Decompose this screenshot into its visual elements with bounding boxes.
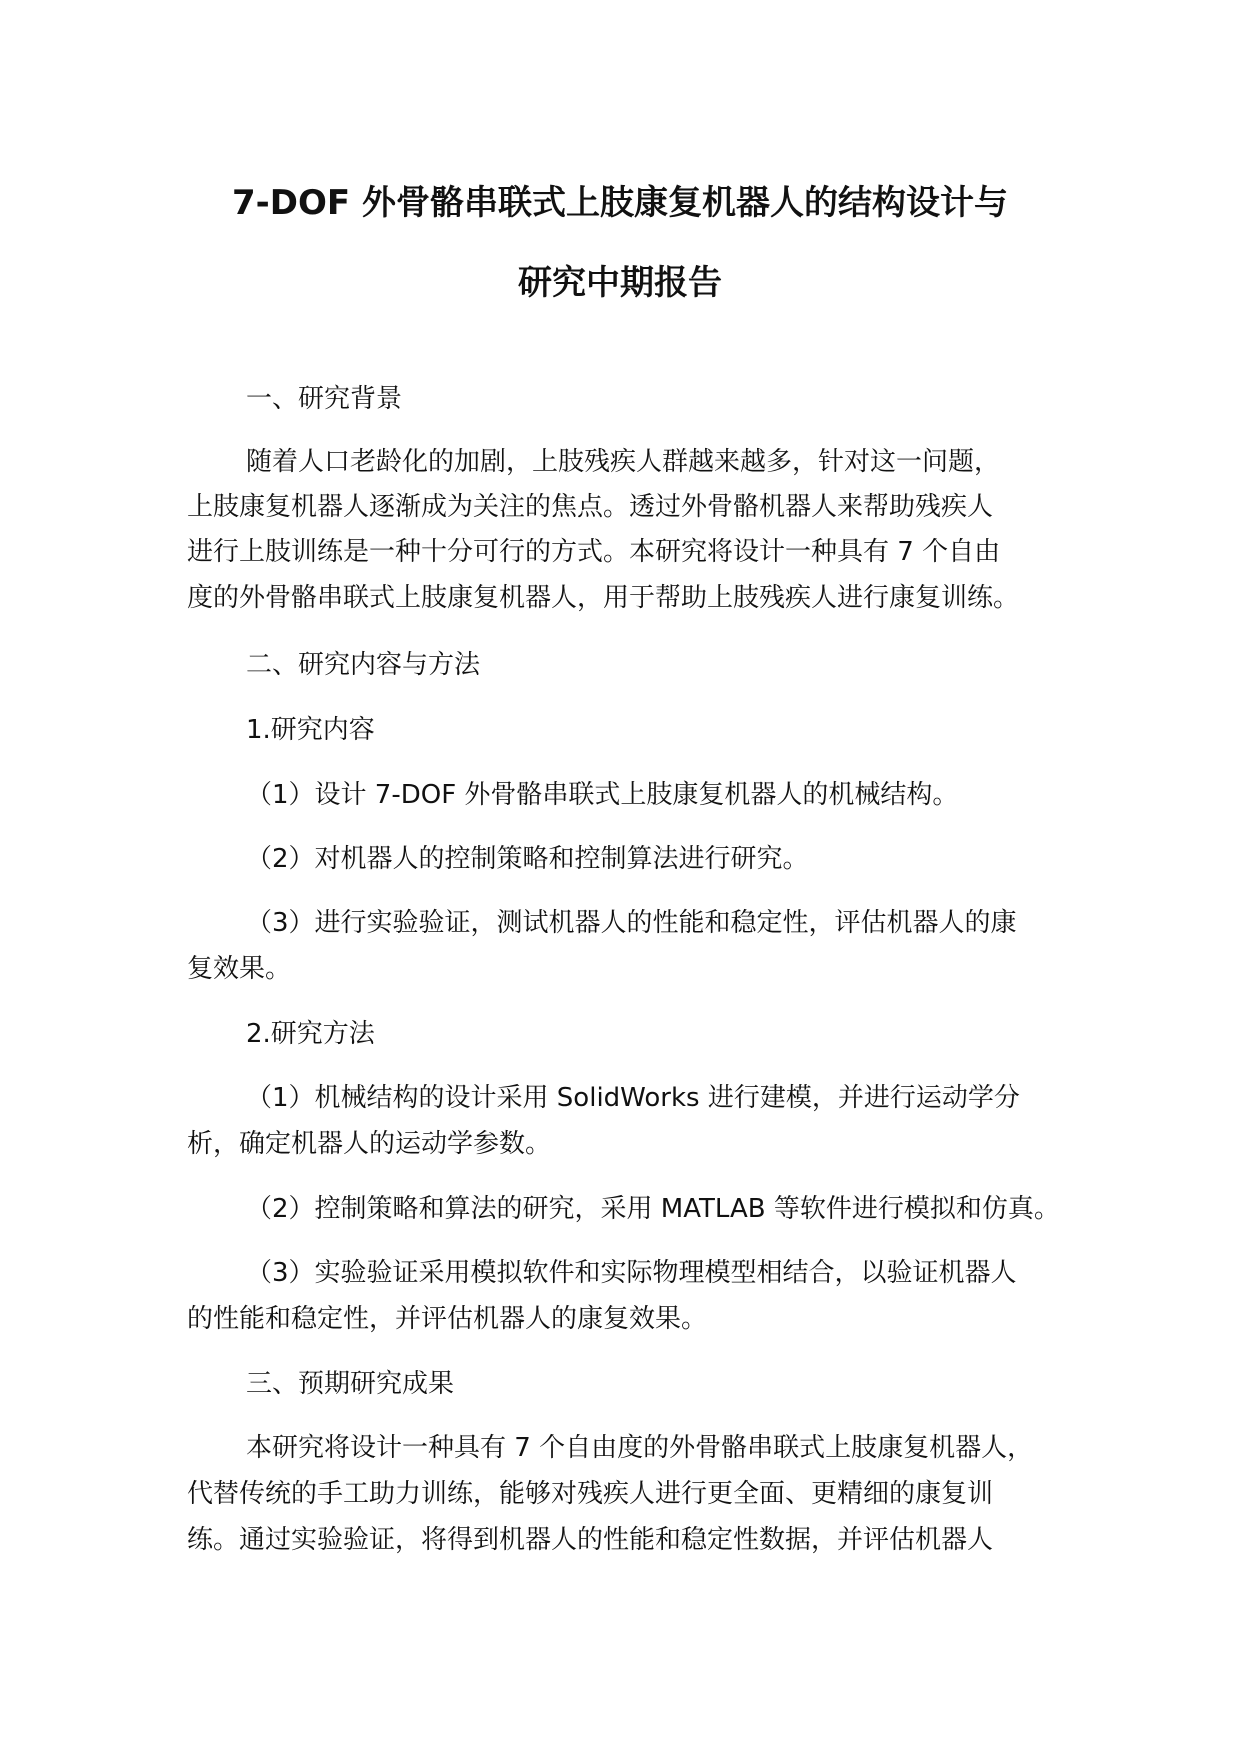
paragraph-line: 析，确定机器人的运动学参数。 bbox=[187, 1129, 552, 1159]
paragraph-line: 进行上肢训练是一种十分可行的方式。本研究将设计一种具有 7 个自由 bbox=[187, 537, 1001, 567]
section-heading-expected-results: 三、预期研究成果 bbox=[246, 1369, 455, 1399]
list-item: （3）进行实验验证，测试机器人的性能和稳定性，评估机器人的康 bbox=[246, 908, 1017, 938]
list-item: （3）实验验证采用模拟软件和实际物理模型相结合，以验证机器人 bbox=[246, 1258, 1017, 1288]
paragraph-line: 代替传统的手工助力训练，能够对残疾人进行更全面、更精细的康复训 bbox=[187, 1479, 994, 1509]
subsection-heading-content: 1.研究内容 bbox=[246, 715, 375, 745]
document-title-line-1: 7-DOF 外骨骼串联式上肢康复机器人的结构设计与 bbox=[232, 183, 1008, 223]
paragraph-line: 的性能和稳定性，并评估机器人的康复效果。 bbox=[187, 1304, 708, 1334]
paragraph-line: 练。通过实验验证，将得到机器人的性能和稳定性数据，并评估机器人 bbox=[187, 1525, 994, 1555]
list-item: （2）对机器人的控制策略和控制算法进行研究。 bbox=[246, 844, 809, 874]
paragraph-line: 度的外骨骼串联式上肢康复机器人，用于帮助上肢残疾人进行康复训练。 bbox=[187, 583, 1020, 613]
list-item: （1）机械结构的设计采用 SolidWorks 进行建模，并进行运动学分 bbox=[246, 1083, 1020, 1113]
paragraph-line: 上肢康复机器人逐渐成为关注的焦点。透过外骨骼机器人来帮助残疾人 bbox=[187, 492, 994, 522]
subsection-heading-methods: 2.研究方法 bbox=[246, 1019, 375, 1049]
document-title-line-2: 研究中期报告 bbox=[518, 263, 722, 303]
paragraph-line: 本研究将设计一种具有 7 个自由度的外骨骼串联式上肢康复机器人， bbox=[246, 1433, 1034, 1463]
paragraph-line: 随着人口老龄化的加剧，上肢残疾人群越来越多，针对这一问题， bbox=[246, 447, 1001, 477]
section-heading-content-methods: 二、研究内容与方法 bbox=[246, 650, 481, 680]
list-item: （1）设计 7-DOF 外骨骼串联式上肢康复机器人的机械结构。 bbox=[246, 780, 959, 810]
section-heading-background: 一、研究背景 bbox=[246, 384, 403, 414]
list-item: （2）控制策略和算法的研究，采用 MATLAB 等软件进行模拟和仿真。 bbox=[246, 1194, 1060, 1224]
paragraph-line: 复效果。 bbox=[187, 954, 292, 984]
